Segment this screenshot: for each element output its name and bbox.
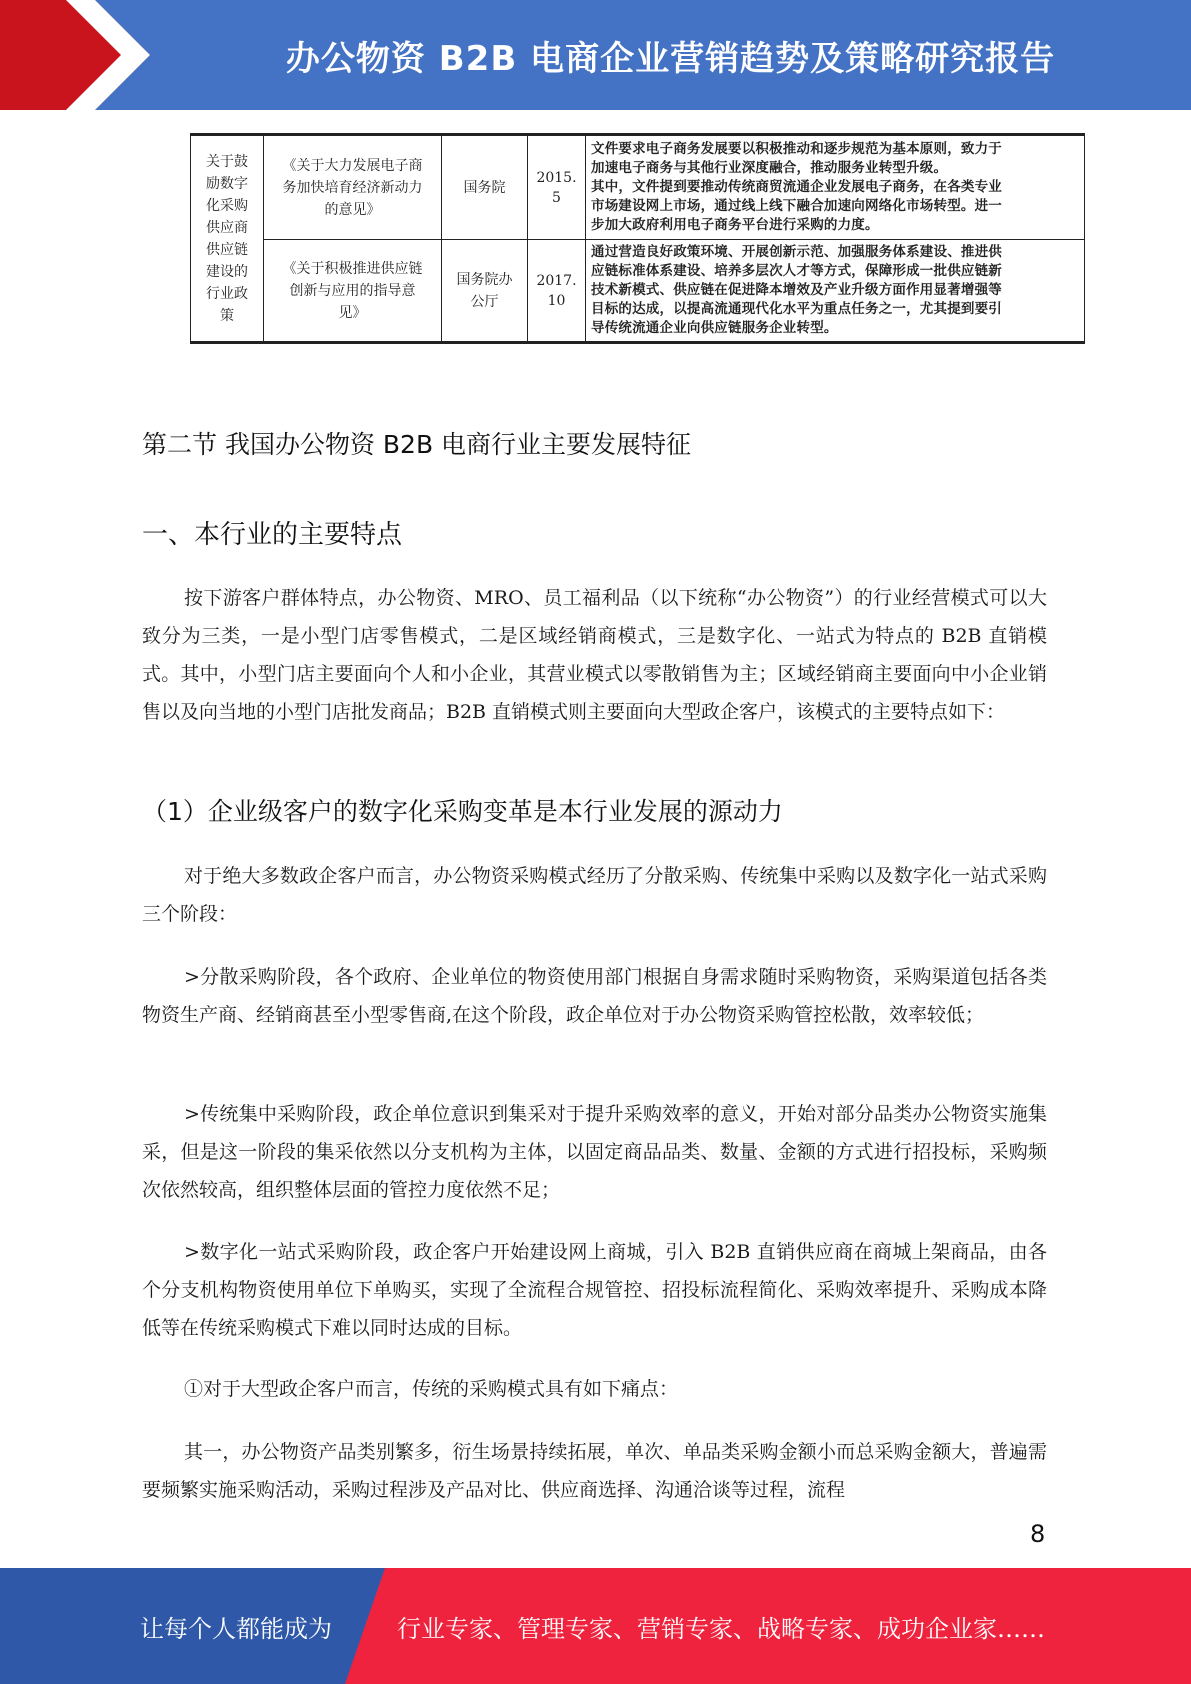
table-row: [191, 135, 1085, 240]
policy-date-cell: 2015. 5: [528, 135, 586, 240]
policy-category-cell: 关于鼓 励数字 化采购 供应商 供应链 建设的 行业政 策: [191, 135, 264, 343]
section-heading: 第二节 我国办公物资 B2B 电商行业主要发展特征: [142, 430, 692, 459]
policy-org-cell: 国务院办 公厅: [442, 240, 528, 343]
page-number: 8: [1030, 1520, 1046, 1548]
policy-desc-cell: 通过营造良好政策环境、开展创新示范、加强服务体系建设、推进供 应链标准体系建设、培养多层次人才等方式，保障形成一批供应链新 技术新模式、供应链在促进降本增效及产业升级方面作用显著增强等 目标的达成，以提高流通现代化水平为重点任务之一，尤其提到要引 导传统流通企业向供应链服务企业转型。: [586, 240, 1085, 343]
policy-name-cell: 《关于大力发展电子商 务加快培育经济新动力 的意见》: [264, 135, 442, 240]
policy-name-cell: 《关于积极推进供应链 创新与应用的指导意 见》: [264, 240, 442, 343]
policy-desc-cell: 文件要求电子商务发展要以积极推动和逐步规范为基本原则，致力于 加速电子商务与其他行业深度融合，推动服务业转型升级。 其中，文件提到要推动传统商贸流通企业发展电子商务，在各类专业 市场建设网上市场，通过线上线下融合加速向网络化市场转型。进一 步加大政府利用电子商务平台进行采购的力度。: [586, 135, 1085, 240]
report-title: 办公物资 B2B 电商企业营销趋势及策略研究报告: [285, 38, 1056, 79]
paragraph-6: 其一，办公物资产品类别繁多，衍生场景持续拓展，单次、单品类采购金额小而总采购金额大，普遍需要频繁实施采购活动，采购过程涉及产品对比、供应商选择、沟通洽谈等过程，流程: [142, 1441, 1047, 1501]
sub-heading: 一、本行业的主要特点: [142, 520, 403, 550]
header-chevron-icon: [0, 0, 150, 110]
footer-slogan-left: 让每个人都能成为: [140, 1614, 332, 1643]
paragraph-5: ①对于大型政企客户而言，传统的采购模式具有如下痛点：: [184, 1378, 679, 1400]
paragraph-intro: 按下游客户群体特点，办公物资、MRO、员工福利品（以下统称“办公物资”）的行业经营模式可以大致分为三类，一是小型门店零售模式，二是区域经销商模式，三是数字化、一站式为特点的 B2B 直销模式。其中，小型门店主要面向个人和小企业，其营业模式以零散销售为主；区域经销商主要面向中小企业销售以及向当地的小型门店批发商品；B2B 直销模式则主要面向大型政企客户，该模式的主要特点如下：: [142, 587, 1047, 723]
paragraph-3: >传统集中采购阶段，政企单位意识到集采对于提升采购效率的意义，开始对部分品类办公物资实施集采，但是这一阶段的集采依然以分支机构为主体，以固定商品品类、数量、金额的方式进行招投标，采购频次依然较高，组织整体层面的管控力度依然不足；: [142, 1103, 1047, 1201]
sub-heading-2: （1）企业级客户的数字化采购变革是本行业发展的源动力: [142, 797, 783, 826]
paragraph-1: 对于绝大多数政企客户而言，办公物资采购模式经历了分散采购、传统集中采购以及数字化一站式采购三个阶段：: [142, 865, 1047, 925]
footer-slogan-right: 行业专家、管理专家、营销专家、战略专家、成功企业家……: [397, 1614, 1045, 1643]
footer-bar: [0, 1568, 1191, 1684]
policy-date-cell: 2017. 10: [528, 240, 586, 343]
paragraph-2: >分散采购阶段，各个政府、企业单位的物资使用部门根据自身需求随时采购物资，采购渠道包括各类物资生产商、经销商甚至小型零售商,在这个阶段，政企单位对于办公物资采购管控松散，效率较低；: [142, 966, 1047, 1026]
paragraph-4: >数字化一站式采购阶段，政企客户开始建设网上商城，引入 B2B 直销供应商在商城上架商品，由各个分支机构物资使用单位下单购买，实现了全流程合规管控、招投标流程简化、采购效率提升、采购成本降低等在传统采购模式下难以同时达成的目标。: [142, 1241, 1047, 1339]
header-bar: [0, 0, 1191, 110]
table-row: [191, 240, 1085, 343]
policy-table: [190, 133, 1085, 344]
policy-org-cell: 国务院: [442, 135, 528, 240]
